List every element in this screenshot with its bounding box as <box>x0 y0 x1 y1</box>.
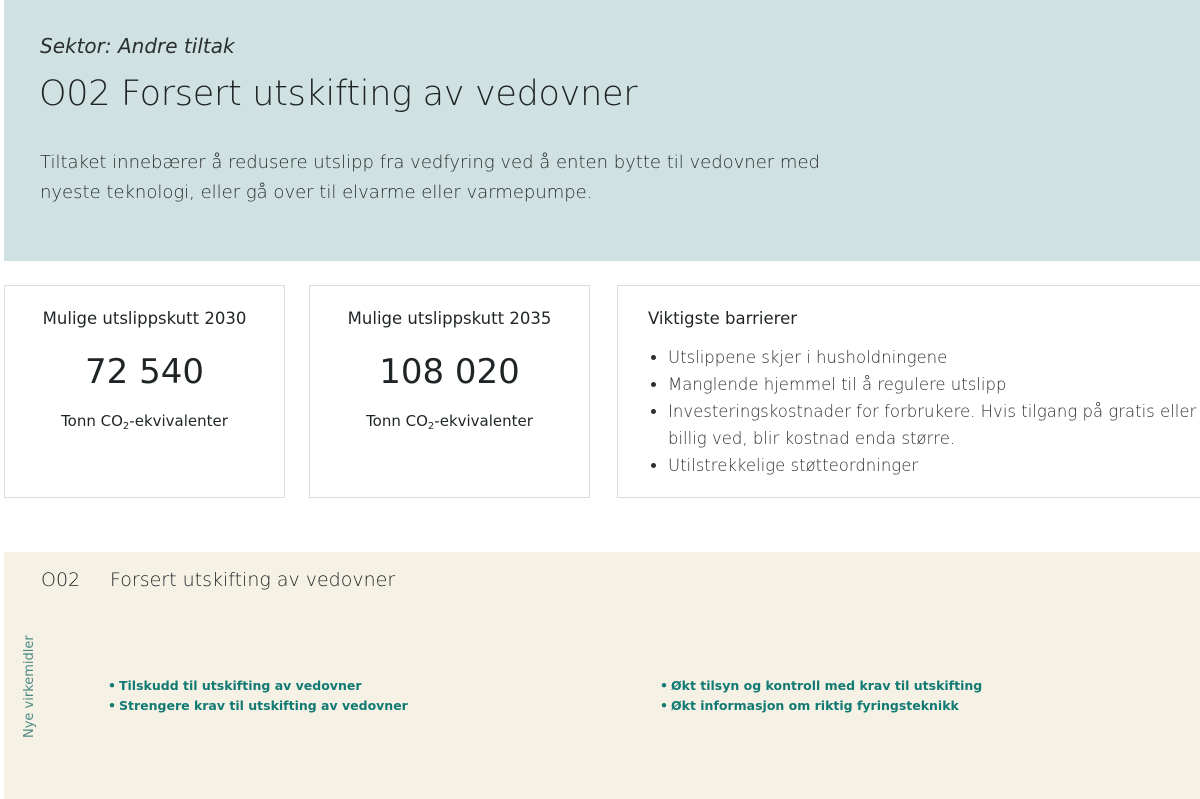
measure-code: O02 <box>41 569 81 591</box>
hero-section <box>4 0 1200 261</box>
barriers-list <box>648 344 1200 479</box>
new-instruments-row-label <box>22 618 37 738</box>
list-item: • Strengere krav til utskifting av vedovner <box>108 696 408 716</box>
emission-cut-2030-card <box>4 285 285 498</box>
measures-list-right <box>660 676 982 715</box>
measure-description: Tiltaket innebærer å redusere utslipp fra vedfyring ved å enten bytte til vedovner med nyeste teknologi, eller gå over til elvarme eller varmepumpe. <box>40 152 820 203</box>
unit-subscript: 2 <box>122 421 130 432</box>
emission-cut-2030-value: 72 540 <box>85 352 204 392</box>
list-item: • Utilstrekkelige støtteordninger <box>668 452 1200 479</box>
list-item: • Utslippene skjer i husholdningene <box>668 344 1200 371</box>
row-label-text: Nye virkemidler <box>22 635 37 738</box>
unit-suffix: -ekvivalenter <box>434 412 533 430</box>
emission-cut-2035-card <box>309 285 590 498</box>
page-title: O02 Forsert utskifting av vedovner <box>39 74 638 114</box>
card-title: Mulige utslippskutt 2030 <box>42 309 247 328</box>
measure-title: Forsert utskifting av vedovner <box>110 569 396 591</box>
measures-list-left <box>108 676 408 715</box>
sector-label: Sektor: Andre tiltak <box>40 34 235 58</box>
unit-prefix: Tonn CO <box>366 412 428 430</box>
list-item: • Investeringskostnader for forbrukere. Hvis tilgang på gratis eller billig ved, blir kostnad enda større. <box>668 398 1200 452</box>
emission-cut-2035-value: 108 020 <box>379 352 520 392</box>
list-item: • Manglende hjemmel til å regulere utslipp <box>668 371 1200 398</box>
unit-suffix: -ekvivalenter <box>129 412 228 430</box>
card-title: Mulige utslippskutt 2035 <box>347 309 552 328</box>
measures-panel <box>4 552 1200 799</box>
barriers-card <box>617 285 1200 498</box>
card-title: Viktigste barrierer <box>648 309 798 328</box>
unit-label <box>310 412 589 432</box>
list-item: • Økt informasjon om riktig fyringsteknikk <box>660 696 982 716</box>
unit-prefix: Tonn CO <box>61 412 123 430</box>
unit-subscript: 2 <box>427 421 435 432</box>
list-item: • Tilskudd til utskifting av vedovner <box>108 676 408 696</box>
list-item: • Økt tilsyn og kontroll med krav til utskifting <box>660 676 982 696</box>
unit-label <box>5 412 284 432</box>
